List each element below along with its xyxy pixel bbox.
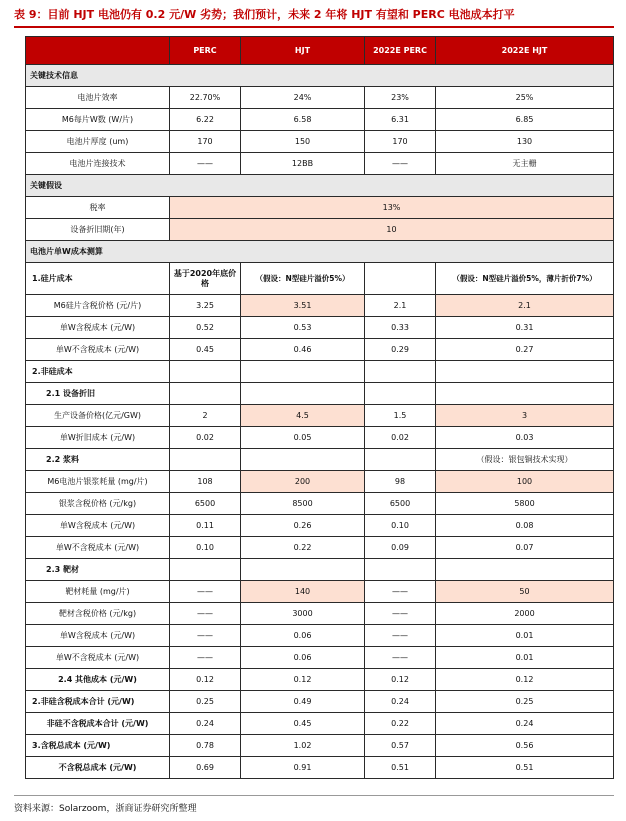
table-row <box>26 405 614 427</box>
cell: 0.31 <box>436 317 614 339</box>
cell <box>365 559 436 581</box>
table-row <box>26 603 614 625</box>
cell: —— <box>365 603 436 625</box>
row-label: 1.硅片成本 <box>26 263 170 295</box>
table-row <box>26 559 614 581</box>
row-label: M6电池片银浆耗量 (mg/片) <box>26 471 170 493</box>
cell: 0.49 <box>241 691 365 713</box>
row-label: 2.3 靶材 <box>26 559 170 581</box>
cell <box>241 559 365 581</box>
cell: 0.10 <box>170 537 241 559</box>
cell: 150 <box>241 131 365 153</box>
row-label: 靶材含税价格 (元/kg) <box>26 603 170 625</box>
cell: 0.12 <box>365 669 436 691</box>
cell: 0.01 <box>436 647 614 669</box>
cell: 0.24 <box>365 691 436 713</box>
cell: 3.25 <box>170 295 241 317</box>
row-label: 单W不含税成本 (元/W) <box>26 537 170 559</box>
cell: 2 <box>170 405 241 427</box>
cell: 0.46 <box>241 339 365 361</box>
table-row <box>26 537 614 559</box>
cell: 98 <box>365 471 436 493</box>
table-title: 表 9：目前 HJT 电池仍有 0.2 元/W 劣势；我们预计，未来 2 年将 HJT 有望和 PERC 电池成本打平 <box>14 8 515 21</box>
paste-note: （假设：银包铜技术实现） <box>436 449 614 471</box>
table-row <box>26 581 614 603</box>
cell: 6500 <box>365 493 436 515</box>
cell: 4.5 <box>241 405 365 427</box>
row-label: 单W不含税成本 (元/W) <box>26 339 170 361</box>
note-2022e-hjt: （假设：N型硅片溢价5%，薄片折价7%） <box>436 263 614 295</box>
cell: 0.51 <box>436 757 614 779</box>
table-row <box>26 339 614 361</box>
cell: 0.26 <box>241 515 365 537</box>
cell: 0.06 <box>241 625 365 647</box>
row-label: 2.4 其他成本 (元/W) <box>26 669 170 691</box>
cell: 2.1 <box>436 295 614 317</box>
cell: 0.25 <box>170 691 241 713</box>
cell: 0.03 <box>436 427 614 449</box>
table-row <box>26 669 614 691</box>
cell: —— <box>170 647 241 669</box>
cell: 0.57 <box>365 735 436 757</box>
cell <box>241 361 365 383</box>
table-row <box>26 691 614 713</box>
table-header-row <box>26 37 614 65</box>
table-row <box>26 295 614 317</box>
header-2022e-perc: 2022E PERC <box>365 37 436 65</box>
cell <box>365 383 436 405</box>
cell: 2.1 <box>365 295 436 317</box>
note-hjt: （假设：N型硅片溢价5%） <box>241 263 365 295</box>
section-key-tech: 关键技术信息 <box>26 65 614 87</box>
header-perc: PERC <box>170 37 241 65</box>
table-row <box>26 625 614 647</box>
row-label: 生产设备价格(亿元/GW) <box>26 405 170 427</box>
cell: 0.12 <box>241 669 365 691</box>
cell <box>170 361 241 383</box>
row-label: 2.非硅成本 <box>26 361 170 383</box>
cell: 0.05 <box>241 427 365 449</box>
cell: 0.91 <box>241 757 365 779</box>
cell: 0.11 <box>170 515 241 537</box>
table-row <box>26 735 614 757</box>
cell: 0.22 <box>241 537 365 559</box>
row-label: 单W不含税成本 (元/W) <box>26 647 170 669</box>
cell: 6.58 <box>241 109 365 131</box>
cell: 170 <box>365 131 436 153</box>
cell: 0.12 <box>436 669 614 691</box>
cell: 13% <box>170 197 614 219</box>
cell <box>241 383 365 405</box>
cell: 12BB <box>241 153 365 175</box>
cell: 0.10 <box>365 515 436 537</box>
cell: 3 <box>436 405 614 427</box>
cell <box>170 383 241 405</box>
cell: 0.56 <box>436 735 614 757</box>
cell: —— <box>170 581 241 603</box>
table-row <box>26 647 614 669</box>
title-divider <box>14 26 614 28</box>
cell: 0.09 <box>365 537 436 559</box>
cell: 25% <box>436 87 614 109</box>
cell: —— <box>170 153 241 175</box>
cell: 130 <box>436 131 614 153</box>
cell: 10 <box>170 219 614 241</box>
cell: —— <box>170 603 241 625</box>
cell <box>170 449 241 471</box>
cell: 0.52 <box>170 317 241 339</box>
cell: 0.12 <box>170 669 241 691</box>
table-row <box>26 713 614 735</box>
cell: —— <box>365 625 436 647</box>
row-label: 电池片效率 <box>26 87 170 109</box>
basis-note: 基于2020年底价格 <box>170 263 241 295</box>
cell: 6500 <box>170 493 241 515</box>
header-2022e-hjt: 2022E HJT <box>436 37 614 65</box>
cell: 23% <box>365 87 436 109</box>
cell: 50 <box>436 581 614 603</box>
row-label: 电池片连接技术 <box>26 153 170 175</box>
row-label: 2.2 浆料 <box>26 449 170 471</box>
cell: 0.24 <box>436 713 614 735</box>
cell <box>241 449 365 471</box>
row-label: 单W折旧成本 (元/W) <box>26 427 170 449</box>
cell: —— <box>170 625 241 647</box>
row-label: 2.1 设备折旧 <box>26 383 170 405</box>
cell: 0.25 <box>436 691 614 713</box>
cell: 0.45 <box>170 339 241 361</box>
cell: 1.5 <box>365 405 436 427</box>
cell: 5800 <box>436 493 614 515</box>
cell: 0.29 <box>365 339 436 361</box>
cell: —— <box>365 647 436 669</box>
header-blank <box>26 37 170 65</box>
cell: 170 <box>170 131 241 153</box>
cell: 0.45 <box>241 713 365 735</box>
cell: 140 <box>241 581 365 603</box>
row-label: 单W含税成本 (元/W) <box>26 317 170 339</box>
section-key-assume: 关键假设 <box>26 175 614 197</box>
cell: 8500 <box>241 493 365 515</box>
table-row <box>26 317 614 339</box>
cell <box>436 361 614 383</box>
table-row <box>26 383 614 405</box>
row-label: 电池片厚度 (um) <box>26 131 170 153</box>
row-label: 单W含税成本 (元/W) <box>26 515 170 537</box>
cell: 3.51 <box>241 295 365 317</box>
cell <box>170 559 241 581</box>
cell: 108 <box>170 471 241 493</box>
cost-table <box>25 36 614 779</box>
row-label: M6硅片含税价格 (元/片) <box>26 295 170 317</box>
cell: 1.02 <box>241 735 365 757</box>
cell: 3000 <box>241 603 365 625</box>
cell: 6.31 <box>365 109 436 131</box>
table-row <box>26 153 614 175</box>
row-label: 2.非硅含税成本合计 (元/W) <box>26 691 170 713</box>
table-row <box>26 493 614 515</box>
cell: —— <box>365 581 436 603</box>
table-row <box>26 87 614 109</box>
cell: 0.02 <box>365 427 436 449</box>
table-row <box>26 471 614 493</box>
cell: 0.33 <box>365 317 436 339</box>
table-row <box>26 219 614 241</box>
table-row <box>26 515 614 537</box>
section-row <box>26 241 614 263</box>
row-label: 非硅不含税成本合计 (元/W) <box>26 713 170 735</box>
cell: 0.69 <box>170 757 241 779</box>
section-row <box>26 65 614 87</box>
cell: 0.51 <box>365 757 436 779</box>
row-label: 不含税总成本 (元/W) <box>26 757 170 779</box>
cell: 6.22 <box>170 109 241 131</box>
cell: 100 <box>436 471 614 493</box>
cell <box>436 383 614 405</box>
cell: 200 <box>241 471 365 493</box>
cell: 2000 <box>436 603 614 625</box>
row-label: 靶材耗量 (mg/片) <box>26 581 170 603</box>
row-label: 设备折旧期(年) <box>26 219 170 241</box>
cell <box>436 559 614 581</box>
cell: 0.08 <box>436 515 614 537</box>
table-row <box>26 263 614 295</box>
table-row <box>26 197 614 219</box>
cell: 0.06 <box>241 647 365 669</box>
row-label: 银浆含税价格 (元/kg) <box>26 493 170 515</box>
source-note: 资料来源：Solarzoom，浙商证券研究所整理 <box>14 804 197 814</box>
cell: —— <box>365 153 436 175</box>
cell: 0.53 <box>241 317 365 339</box>
row-label: 3.含税总成本 (元/W) <box>26 735 170 757</box>
table-row <box>26 449 614 471</box>
section-row <box>26 175 614 197</box>
cell <box>365 361 436 383</box>
cell: 6.85 <box>436 109 614 131</box>
section-cost-calc: 电池片单W成本测算 <box>26 241 614 263</box>
footer-divider <box>14 795 614 796</box>
cell: 0.02 <box>170 427 241 449</box>
cell: 0.07 <box>436 537 614 559</box>
table-row <box>26 109 614 131</box>
cell <box>365 263 436 295</box>
cell: 22.70% <box>170 87 241 109</box>
table-row <box>26 361 614 383</box>
table-row <box>26 131 614 153</box>
row-label: M6每片W数 (W/片) <box>26 109 170 131</box>
cell: 0.27 <box>436 339 614 361</box>
cell: 0.22 <box>365 713 436 735</box>
cell: 无主栅 <box>436 153 614 175</box>
row-label: 单W含税成本 (元/W) <box>26 625 170 647</box>
table-row <box>26 427 614 449</box>
table-row <box>26 757 614 779</box>
header-hjt: HJT <box>241 37 365 65</box>
cell: 24% <box>241 87 365 109</box>
cell <box>365 449 436 471</box>
cell: 0.24 <box>170 713 241 735</box>
cell: 0.01 <box>436 625 614 647</box>
cell: 0.78 <box>170 735 241 757</box>
row-label: 税率 <box>26 197 170 219</box>
